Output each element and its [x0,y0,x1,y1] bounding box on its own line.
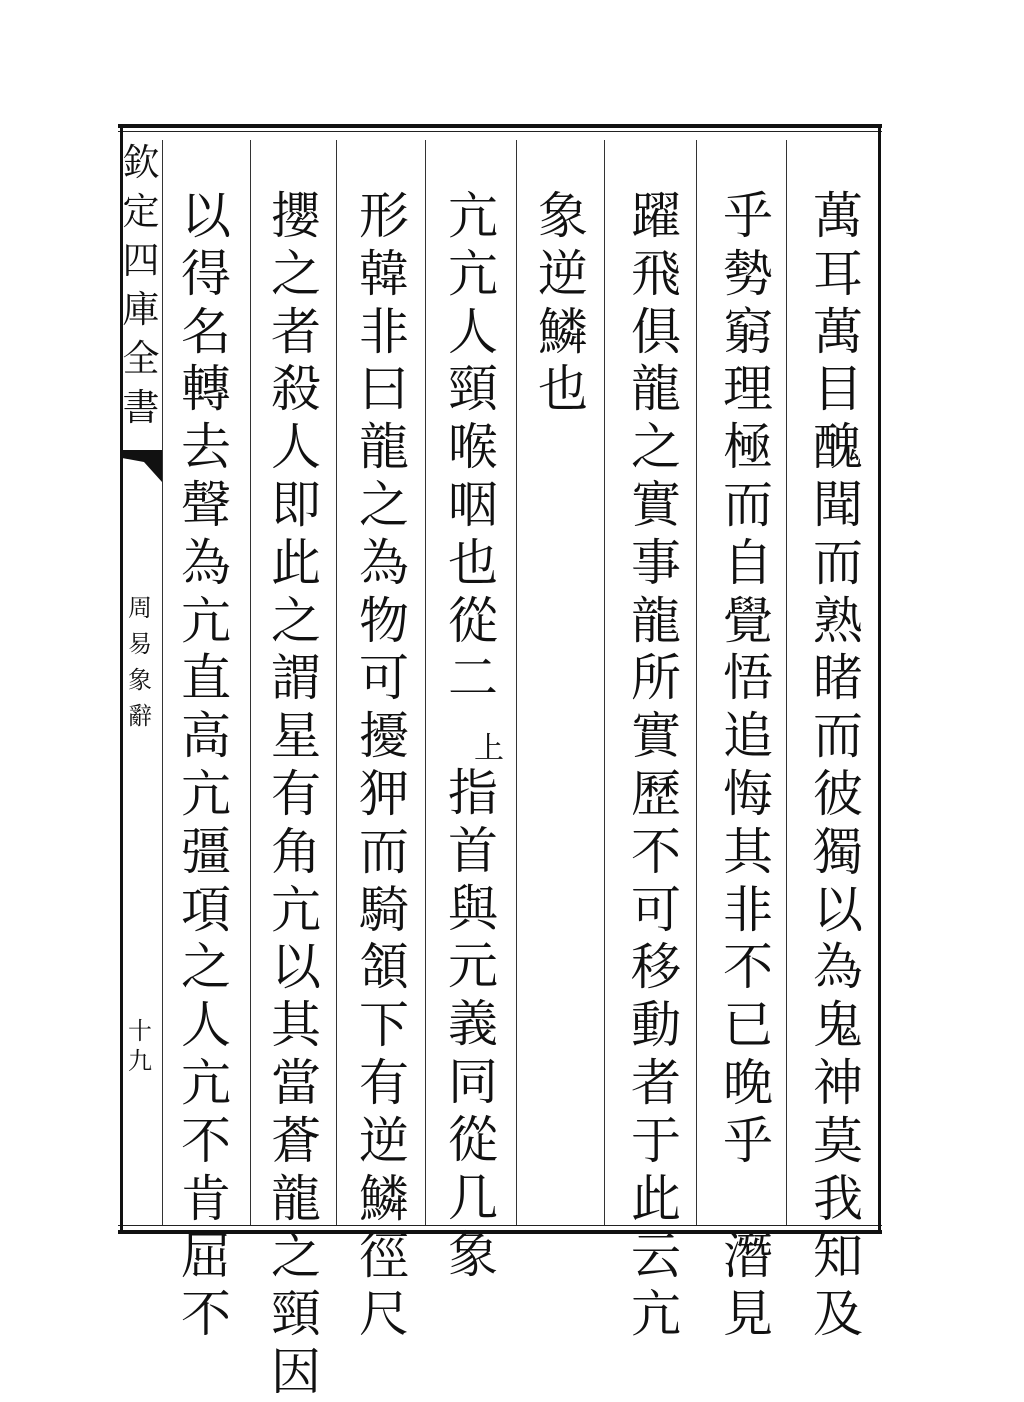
glyph: 其 [271,996,321,1055]
glyph: 龍 [631,360,681,419]
glyph: 騎 [359,880,409,939]
text-column-5 [441,188,505,708]
glyph: 者 [271,302,321,361]
glyph: 項 [181,880,231,939]
glyph: 名 [181,302,231,361]
glyph: 象 [448,1226,498,1285]
glyph: 人 [271,418,321,477]
glyph: 書 [122,386,160,429]
glyph: 為 [181,533,231,592]
glyph: 下 [359,996,409,1055]
glyph: 不 [181,1285,231,1344]
glyph: 鱗 [538,302,588,361]
glyph: 高 [181,707,231,766]
glyph: 乎 [723,187,773,245]
glyph: 飛 [631,244,681,303]
glyph: 為 [359,533,409,592]
glyph: 耳 [813,244,863,303]
glyph: 從 [448,591,498,650]
glyph: 徑 [359,1227,409,1286]
glyph: 以 [181,187,231,245]
text-column-5-continued [441,765,505,1285]
glyph: 已 [723,996,773,1055]
glyph: 勢 [723,244,773,303]
glyph: 亢 [181,1053,231,1112]
glyph: 欽 [122,141,160,184]
glyph: 形 [359,187,409,245]
glyph: 星 [271,707,321,766]
glyph: 亢 [448,244,498,303]
glyph: 肯 [181,1169,231,1228]
book-title [121,138,161,432]
glyph: 躍 [631,187,681,245]
glyph: 象 [538,187,588,245]
glyph: 有 [359,1053,409,1112]
small-annotation: 上 [474,731,504,766]
glyph: 周 [128,594,152,622]
glyph: 理 [723,360,773,419]
glyph: 實 [631,707,681,766]
glyph: 尺 [359,1285,409,1344]
glyph: 所 [631,649,681,708]
glyph: 指 [448,764,498,822]
glyph: 攖 [271,187,321,245]
glyph: 十 [128,1017,152,1045]
glyph: 鱗 [359,1169,409,1228]
column-divider [516,140,517,1225]
column-divider [336,140,337,1225]
glyph: 亢 [271,880,321,939]
glyph: 可 [631,880,681,939]
glyph: 鬼 [813,996,863,1055]
glyph: 也 [448,533,498,592]
glyph: 知 [813,1227,863,1286]
section-title [122,590,158,734]
glyph: 逆 [359,1111,409,1170]
glyph: 目 [813,360,863,419]
glyph: 當 [271,1053,321,1112]
glyph: 直 [181,649,231,708]
text-column-8 [174,188,238,1344]
glyph: 而 [359,822,409,881]
glyph: 之 [181,938,231,997]
glyph: 彼 [813,764,863,823]
text-column-7 [264,188,328,1402]
glyph: 龍 [359,418,409,477]
glyph: 而 [813,533,863,592]
glyph: 九 [128,1047,152,1075]
glyph: 可 [359,649,409,708]
glyph: 咽 [448,475,498,534]
column-divider [250,140,251,1225]
glyph: 元 [448,937,498,996]
right-border [878,124,881,1234]
glyph: 喉 [448,418,498,477]
glyph: 定 [122,190,160,233]
text-column-4 [531,188,595,419]
glyph: 也 [538,360,588,419]
text-column-1 [806,188,870,1344]
glyph: 龍 [631,591,681,650]
glyph: 聞 [813,475,863,534]
glyph: 轉 [181,360,231,419]
glyph: 全 [122,337,160,380]
glyph: 獨 [813,822,863,881]
glyph: 韓 [359,244,409,303]
glyph: 我 [813,1169,863,1228]
glyph: 醜 [813,418,863,477]
glyph: 蒼 [271,1111,321,1170]
glyph: 頸 [448,360,498,419]
fish-tail-mark-icon [122,450,162,482]
glyph: 曰 [359,360,409,419]
glyph: 四 [122,239,160,282]
glyph: 得 [181,244,231,303]
glyph: 龍 [271,1169,321,1228]
glyph: 及 [813,1285,863,1344]
glyph: 辭 [128,702,152,730]
text-column-2 [716,188,780,1344]
glyph: 彊 [181,822,231,881]
page-number [122,1016,158,1076]
glyph: 亢 [181,764,231,823]
glyph: 極 [723,418,773,477]
glyph: 不 [631,822,681,881]
glyph: 以 [271,938,321,997]
glyph: 潛 [723,1227,773,1286]
glyph: 其 [723,822,773,881]
glyph: 于 [631,1111,681,1170]
column-divider [696,140,697,1225]
glyph: 因 [271,1342,321,1401]
glyph: 首 [448,821,498,880]
glyph: 義 [448,995,498,1054]
glyph: 悔 [723,764,773,823]
glyph: 去 [181,418,231,477]
glyph: 歷 [631,764,681,823]
glyph: 熟 [813,591,863,650]
glyph: 者 [631,1053,681,1112]
glyph: 即 [271,475,321,534]
glyph: 事 [631,533,681,592]
glyph: 自 [723,533,773,592]
glyph: 亢 [631,1285,681,1344]
glyph: 覺 [723,591,773,650]
glyph: 之 [359,475,409,534]
glyph: 易 [128,630,152,658]
glyph: 頸 [271,1285,321,1344]
glyph: 几 [448,1168,498,1227]
glyph: 象 [128,666,152,694]
glyph: 亢 [448,187,498,245]
glyph: 動 [631,996,681,1055]
glyph [740,1171,756,1229]
column-divider [786,140,787,1225]
glyph: 非 [359,302,409,361]
glyph: 有 [271,764,321,823]
glyph: 莫 [813,1111,863,1170]
glyph: 神 [813,1053,863,1112]
glyph: 實 [631,475,681,534]
glyph: 云 [631,1227,681,1286]
glyph: 人 [448,302,498,361]
glyph: 物 [359,591,409,650]
glyph: 聲 [181,475,231,534]
column-divider [425,140,426,1225]
glyph: 人 [181,996,231,1055]
glyph: 悟 [723,649,773,708]
glyph: 二 [448,649,498,708]
glyph: 殺 [271,360,321,419]
glyph: 逆 [538,244,588,303]
glyph: 亢 [181,591,231,650]
glyph: 謂 [271,649,321,708]
glyph: 此 [631,1169,681,1228]
glyph: 之 [271,591,321,650]
glyph: 之 [271,1227,321,1286]
glyph: 角 [271,822,321,881]
glyph: 窮 [723,302,773,361]
column-divider [162,140,163,1225]
top-border [118,124,882,128]
glyph: 擾 [359,707,409,766]
glyph: 晚 [723,1053,773,1112]
glyph: 同 [448,1052,498,1111]
glyph: 乎 [723,1111,773,1170]
glyph: 而 [813,707,863,766]
glyph: 俱 [631,302,681,361]
glyph: 見 [723,1285,773,1344]
glyph: 頷 [359,938,409,997]
text-column-6 [352,188,416,1344]
glyph: 不 [181,1111,231,1170]
glyph: 而 [723,475,773,534]
glyph: 為 [813,938,863,997]
glyph: 狎 [359,764,409,823]
text-column-3 [624,188,688,1344]
glyph: 萬 [813,302,863,361]
glyph: 睹 [813,649,863,708]
glyph: 以 [813,880,863,939]
glyph: 屈 [181,1227,231,1286]
glyph: 之 [631,418,681,477]
glyph: 庫 [122,288,160,331]
glyph: 與 [448,879,498,938]
glyph: 移 [631,938,681,997]
glyph: 此 [271,533,321,592]
glyph: 之 [271,244,321,303]
column-divider [604,140,605,1225]
glyph: 追 [723,707,773,766]
glyph: 非 [723,880,773,939]
glyph: 萬 [813,187,863,245]
glyph: 不 [723,938,773,997]
glyph: 從 [448,1110,498,1169]
top-border-inner [118,131,882,132]
